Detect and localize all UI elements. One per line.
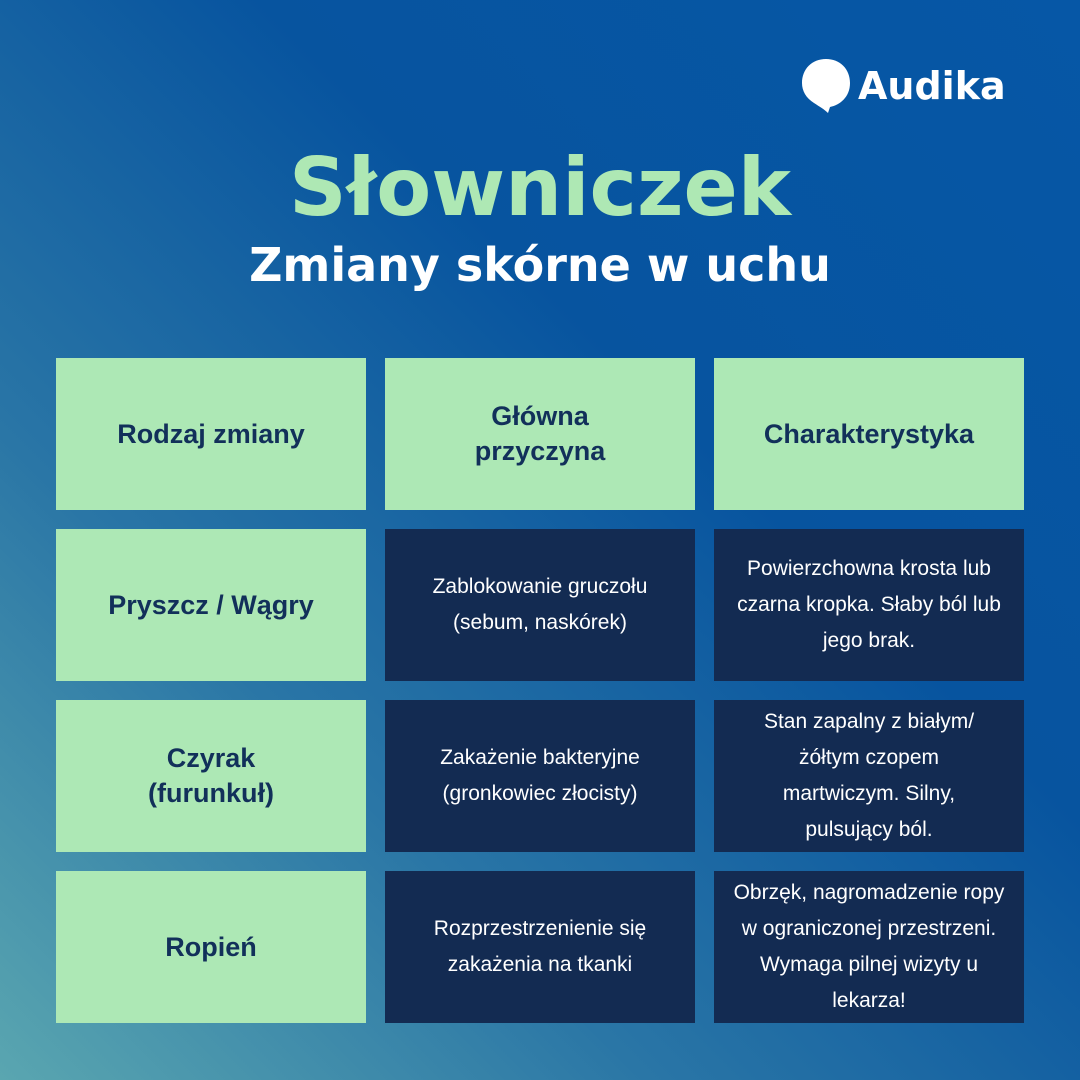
column-header-description: Charakterystyka [714, 358, 1024, 510]
row-1-cause: Zablokowanie gruczołu (sebum, naskórek) [385, 529, 695, 681]
page-title: Słowniczek [289, 141, 791, 234]
row-3-type: Ropień [56, 871, 366, 1023]
row-1-type: Pryszcz / Wągry [56, 529, 366, 681]
row-3-description: Obrzęk, nagromadzenie ropy w ograniczonej przestrzeni. Wymaga pilnej wizyty u lekarza! [714, 871, 1024, 1023]
row-2-description: Stan zapalny z białym/ żółtym czopem martwiczym. Silny, pulsujący ból. [714, 700, 1024, 852]
row-2-type: Czyrak (furunkuł) [56, 700, 366, 852]
brand-logo [800, 56, 1006, 116]
row-3-cause: Rozprzestrzenienie się zakażenia na tkanki [385, 871, 695, 1023]
column-header-cause: Główna przyczyna [385, 358, 695, 510]
glossary-table [56, 358, 1024, 1024]
brand-name: Audika [858, 64, 1006, 108]
row-2-cause: Zakażenie bakteryjne (gronkowiec złocisty) [385, 700, 695, 852]
page-subtitle: Zmiany skórne w uchu [249, 238, 831, 292]
column-header-type: Rodzaj zmiany [56, 358, 366, 510]
row-1-description: Powierzchowna krosta lub czarna kropka. Słaby ból lub jego brak. [714, 529, 1024, 681]
speech-bubble-icon [800, 57, 852, 115]
